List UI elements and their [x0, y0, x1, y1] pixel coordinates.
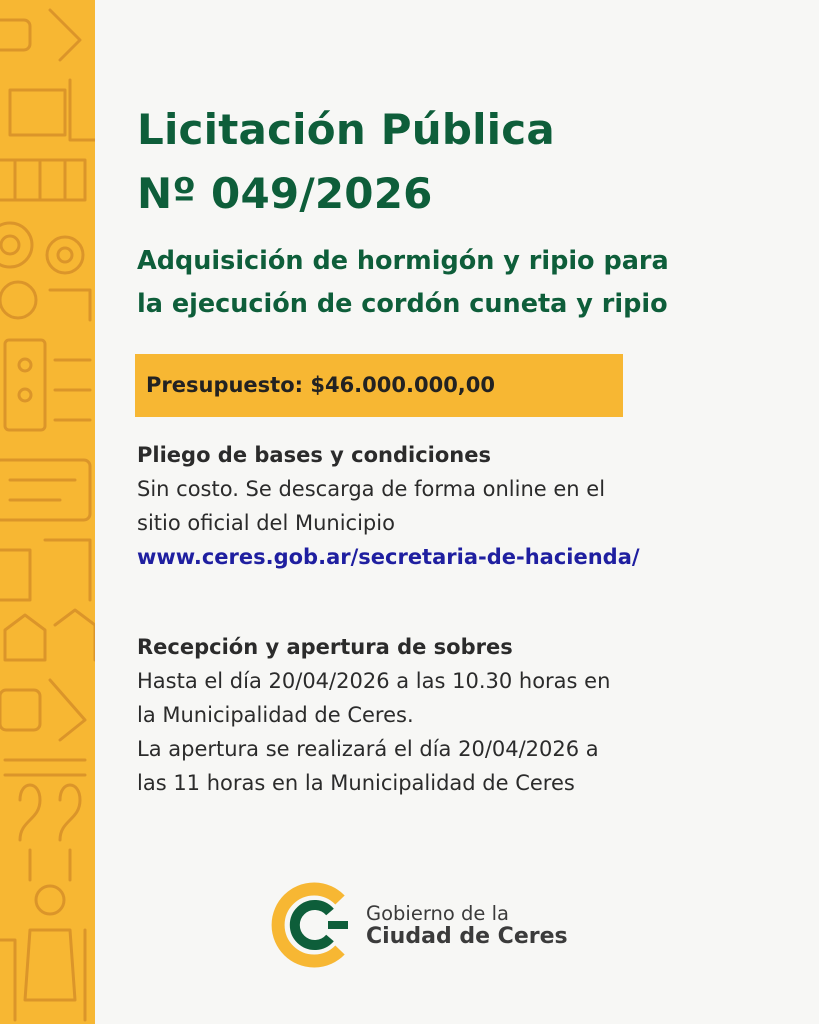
ceres-logo	[270, 882, 600, 968]
recepcion-section	[137, 630, 610, 800]
decorative-sidebar	[0, 0, 95, 1024]
budget-banner	[135, 354, 623, 417]
recepcion-line-3: La apertura se realizará el día 20/04/2026 a	[137, 737, 599, 761]
recepcion-line-4: las 11 horas en la Municipalidad de Ceres	[137, 771, 575, 795]
pliego-heading: Pliego de bases y condiciones	[137, 443, 491, 467]
recepcion-heading: Recepción y apertura de sobres	[137, 635, 513, 659]
subtitle-line-1: Adquisición de hormigón y ripio para	[137, 246, 669, 276]
ceres-logo-icon	[270, 882, 356, 968]
logo-line-1: Gobierno de la	[366, 902, 509, 925]
logo-text	[366, 902, 568, 948]
city-pattern-decoration	[0, 0, 95, 1024]
recepcion-line-2: la Municipalidad de Ceres.	[137, 703, 414, 727]
hacienda-link[interactable]: www.ceres.gob.ar/secretaria-de-hacienda/	[137, 545, 640, 569]
title-line-1: Licitación Pública	[137, 105, 555, 154]
pliego-line-2: sitio oficial del Municipio	[137, 511, 395, 535]
title-line-2: Nº 049/2026	[137, 169, 433, 218]
page-subtitle	[137, 240, 669, 326]
logo-line-2: Ciudad de Ceres	[366, 924, 568, 949]
recepcion-line-1: Hasta el día 20/04/2026 a las 10.30 horas en	[137, 669, 611, 693]
pliego-section	[137, 438, 640, 574]
subtitle-line-2: la ejecución de cordón cuneta y ripio	[137, 289, 668, 319]
pliego-line-1: Sin costo. Se descarga de forma online en el	[137, 477, 606, 501]
page-title	[137, 98, 555, 226]
budget-label: Presupuesto: $46.000.000,00	[146, 373, 496, 397]
